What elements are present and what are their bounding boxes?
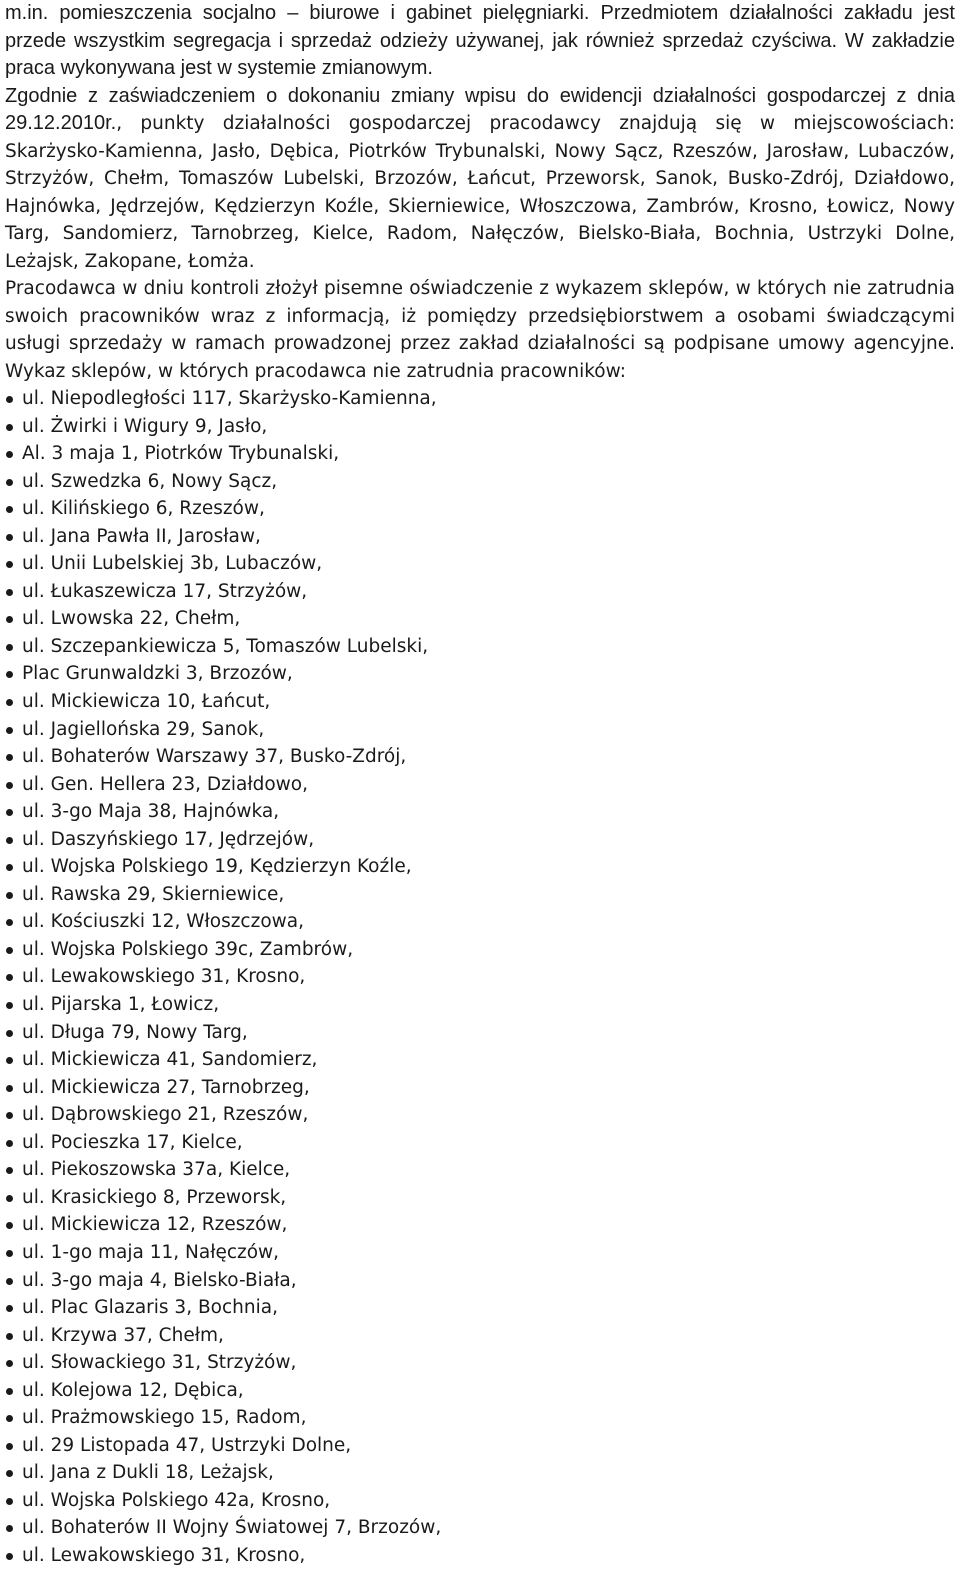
list-item: ul. Szczepankiewicza 5, Tomaszów Lubelski, [5, 633, 955, 661]
list-item: ul. Żwirki i Wigury 9, Jasło, [5, 413, 955, 441]
list-item: ul. Kościuszki 12, Włoszczowa, [5, 908, 955, 936]
list-item: ul. 1-go maja 11, Nałęczów, [5, 1239, 955, 1267]
list-item: ul. Mickiewicza 27, Tarnobrzeg, [5, 1074, 955, 1102]
list-item: ul. Wojska Polskiego 19, Kędzierzyn Koźle, [5, 853, 955, 881]
list-item: ul. Daszyńskiego 17, Jędrzejów, [5, 826, 955, 854]
list-item: ul. Wojska Polskiego 42a, Krosno, [5, 1487, 955, 1515]
list-item: ul. Bohaterów II Wojny Światowej 7, Brzozów, [5, 1514, 955, 1542]
list-item: ul. Lewakowskiego 31, Krosno, [5, 1542, 955, 1570]
list-item: ul. Pocieszka 17, Kielce, [5, 1129, 955, 1157]
list-item: ul. Lwowska 22, Chełm, [5, 605, 955, 633]
list-item: ul. Jana Pawła II, Jarosław, [5, 523, 955, 551]
list-item: ul. Mickiewicza 10, Łańcut, [5, 688, 955, 716]
list-item: ul. Słowackiego 31, Strzyżów, [5, 1349, 955, 1377]
list-item: ul. Szwedzka 6, Nowy Sącz, [5, 468, 955, 496]
list-item: ul. Plac Glazaris 3, Bochnia, [5, 1294, 955, 1322]
list-item: ul. Wojska Polskiego 39c, Zambrów, [5, 936, 955, 964]
list-item: ul. Niepodległości 117, Skarżysko-Kamienna, [5, 385, 955, 413]
list-item: ul. 3-go Maja 38, Hajnówka, [5, 798, 955, 826]
list-item: ul. Krzywa 37, Chełm, [5, 1322, 955, 1350]
list-item: ul. 3-go maja 4, Bielsko-Biała, [5, 1267, 955, 1295]
list-item: ul. Piekoszowska 37a, Kielce, [5, 1156, 955, 1184]
list-item: ul. Łukaszewicza 17, Strzyżów, [5, 578, 955, 606]
list-item: ul. Długa 79, Nowy Targ, [5, 1019, 955, 1047]
list-item: ul. Lewakowskiego 31, Krosno, [5, 963, 955, 991]
intro-paragraph: m.in. pomieszczenia socjalno – biurowe i gabinet pielęgniarki. Przedmiotem działalności zakładu jest przede wszystkim segregacja i sprzedaż odzieży używanej, jak również sprzedaż czyściwa. W zakładzie praca wykonywana jest w systemie zmianowym. [5, 2, 955, 79]
list-item: ul. Mickiewicza 41, Sandomierz, [5, 1046, 955, 1074]
registry-text-start: Zgodnie z zaświadczeniem o dokonaniu zmiany wpisu do ewidencji działalności gospodarczej z dnia 29.12.2010r. [5, 84, 955, 134]
list-item: ul. 29 Listopada 47, Ustrzyki Dolne, [5, 1432, 955, 1460]
list-item: ul. Krasickiego 8, Przeworsk, [5, 1184, 955, 1212]
list-item: Al. 3 maja 1, Piotrków Trybunalski, [5, 440, 955, 468]
shop-address-list [5, 385, 955, 1570]
list-item: Plac Grunwaldzki 3, Brzozów, [5, 660, 955, 688]
list-item: ul. Kolejowa 12, Dębica, [5, 1377, 955, 1405]
statement-paragraph: Pracodawca w dniu kontroli złożył pisemne oświadczenie z wykazem sklepów, w których nie zatrudnia swoich pracowników wraz z informacją, iż pomiędzy przedsiębiorstwem a osobami świadczącymi usługi sprzedaży w ramach prowadzonej przez zakład działalności są podpisane umowy agencyjne. Wykaz sklepów, w których pracodawca nie zatrudnia pracowników: [5, 278, 955, 382]
registry-text-rest: , punkty działalności gospodarczej pracodawcy znajdują się w miejscowościach: Skarżysko-Kamienna, Jasło, Dębica, Piotrków Trybunalski, Nowy Sącz, Rzeszów, Jarosław, Lubaczów, Strzyżów, Chełm, Tomaszów Lubelski, Brzozów, Łańcut, Przeworsk, Sanok, Busko-Zdrój, Działdowo, Hajnówka, Jędrzejów, Kędzierzyn Koźle, Skierniewice, Włoszczowa, Zambrów, Krosno, Łowicz, Nowy Targ, Sandomierz, Tarnobrzeg, Kielce, Radom, Nałęczów, Bielsko-Biała, Bochnia, Ustrzyki Dolne, Leżajsk, Zakopane, Łomża. [5, 113, 955, 272]
list-item: ul. Bohaterów Warszawy 37, Busko-Zdrój, [5, 743, 955, 771]
list-item: ul. Mickiewicza 12, Rzeszów, [5, 1211, 955, 1239]
list-item: ul. Gen. Hellera 23, Działdowo, [5, 771, 955, 799]
list-item: ul. Prażmowskiego 15, Radom, [5, 1404, 955, 1432]
list-item: ul. Jana z Dukli 18, Leżajsk, [5, 1459, 955, 1487]
list-item: ul. Kilińskiego 6, Rzeszów, [5, 495, 955, 523]
list-item: ul. Unii Lubelskiej 3b, Lubaczów, [5, 550, 955, 578]
list-item: ul. Jagiellońska 29, Sanok, [5, 716, 955, 744]
registry-paragraph [5, 83, 955, 276]
list-item: ul. Pijarska 1, Łowicz, [5, 991, 955, 1019]
list-item: ul. Rawska 29, Skierniewice, [5, 881, 955, 909]
list-item: ul. Dąbrowskiego 21, Rzeszów, [5, 1101, 955, 1129]
